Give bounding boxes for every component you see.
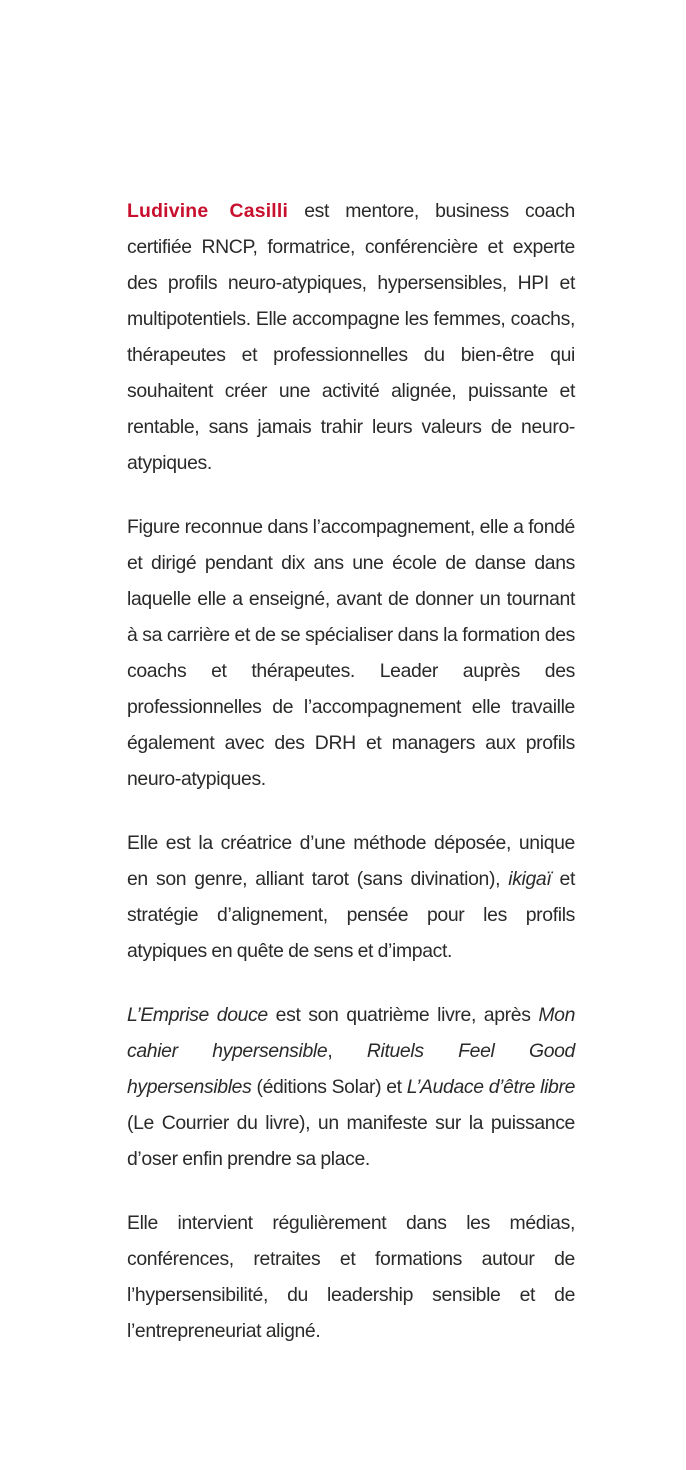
- books-text-1: est son quatrième livre, après: [267, 1004, 539, 1026]
- bio-paragraph-intro: [127, 193, 575, 481]
- method-text-b: et stratégie d’alignement, pensée pour les profils atypiques en quête de sens et d’impact.: [127, 868, 575, 962]
- books-text-4: (Le Courrier du livre), un manifeste sur la puissance d’oser enfin prendre sa place.: [127, 1112, 575, 1170]
- book-title-1: L’Emprise douce: [127, 1004, 268, 1026]
- book-title-3: Rituels Feel Good hypersensibles: [127, 1040, 575, 1098]
- author-name: Ludivine Casilli: [127, 200, 289, 222]
- books-text-2: ,: [327, 1040, 367, 1062]
- method-italic-term: ikigaï: [508, 868, 552, 890]
- method-text-a: Elle est la créatrice d’une méthode déposée, unique en son genre, alliant tarot (sans divination),: [127, 832, 575, 890]
- book-title-4: L’Audace d’être libre: [406, 1076, 576, 1098]
- bio-paragraph-career: Figure reconnue dans l’accompagnement, elle a fondé et dirigé pendant dix ans une école de danse dans laquelle elle a enseigné, avant de donner un tournant à sa carrière et de se spécialiser dans la formation des coachs et thérapeutes. Leader auprès des professionnelles de l’accompagnement elle travaille également avec des DRH et managers aux profils neuro-atypiques.: [127, 516, 575, 790]
- book-title-2: Mon cahier hypersensible: [127, 1004, 575, 1062]
- books-text-3: (éditions Solar) et: [251, 1076, 407, 1098]
- author-biography: [127, 193, 575, 1377]
- intro-text: est mentore, business coach certifiée RNCP, formatrice, conférencière et experte des profils neuro-atypiques, hypersensibles, HPI et multipotentiels. Elle accompagne les femmes, coachs, thérapeutes et professionnelles du bien-être qui souhaitent créer une activité alignée, puissante et rentable, sans jamais trahir leurs valeurs de neuro-atypiques.: [127, 200, 575, 474]
- bio-paragraph-books: [127, 997, 575, 1177]
- bio-paragraph-method: [127, 825, 575, 969]
- bio-paragraph-media: Elle intervient régulièrement dans les médias, conférences, retraites et formations autour de l’hypersensibilité, du leadership sensible et de l’entrepreneuriat aligné.: [127, 1212, 575, 1342]
- pink-edge-strip: [686, 0, 700, 1470]
